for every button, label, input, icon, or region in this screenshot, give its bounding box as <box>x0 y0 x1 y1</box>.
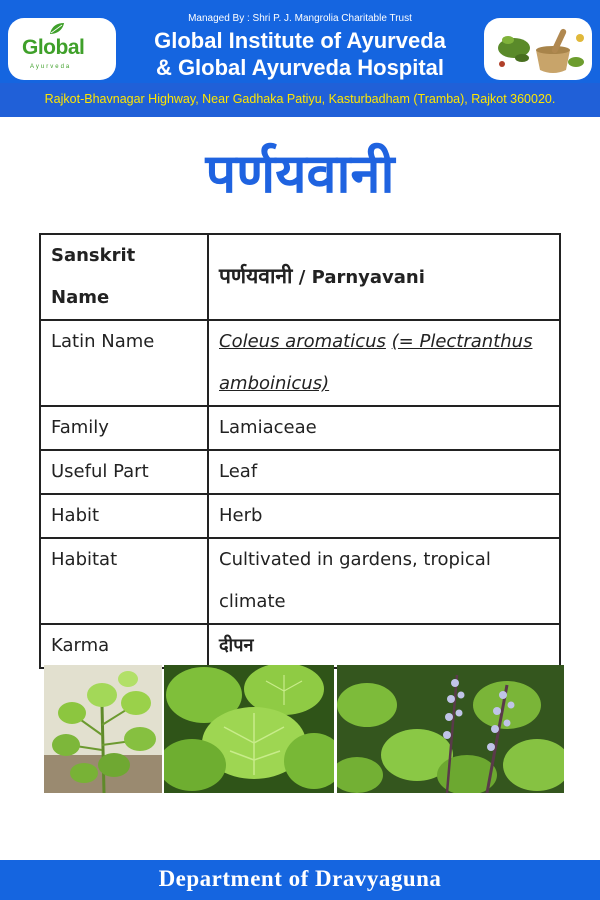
family-label: Family <box>40 406 208 450</box>
institute-name-line1: Global Institute of Ayurveda <box>154 28 446 53</box>
table-row <box>40 494 560 538</box>
habitat-label: Habitat <box>40 538 208 624</box>
sanskrit-name-value <box>208 234 560 320</box>
table-row <box>40 320 560 406</box>
logo-subtext: Ayurveda <box>30 64 72 70</box>
latin-name-synonym: (= Plectranthus amboinicus) <box>219 331 533 394</box>
karma-label: Karma <box>40 624 208 668</box>
sanskrit-name-english: Parnyavani <box>311 267 425 288</box>
useful-part-value: Leaf <box>208 450 560 494</box>
flowering-herb-photo <box>337 665 564 793</box>
sanskrit-name-separator: / <box>292 267 312 288</box>
table-row <box>40 538 560 624</box>
table-row <box>40 624 560 668</box>
logo-text: Global <box>22 36 85 59</box>
useful-part-label: Useful Part <box>40 450 208 494</box>
sanskrit-name-label: Sanskrit Name <box>40 234 208 320</box>
sanskrit-name-devanagari: पर्णयवानी <box>219 264 293 288</box>
karma-value: दीपन <box>208 624 560 668</box>
table-row <box>40 450 560 494</box>
habit-value: Herb <box>208 494 560 538</box>
department-name: Department of Dravyaguna <box>158 866 442 891</box>
managed-by-text: Managed By : Shri P. J. Mangrolia Charitable Trust <box>188 13 412 24</box>
habit-label: Habit <box>40 494 208 538</box>
address-text: Rajkot-Bhavnagar Highway, Near Gadhaka Patiyu, Kasturbadham (Tramba), Rajkot 360020. <box>44 92 556 106</box>
header-banner <box>0 0 600 117</box>
latin-name-label: Latin Name <box>40 320 208 406</box>
plant-title: पर्णयवानी <box>205 142 395 205</box>
footer-banner <box>0 860 600 900</box>
table-row <box>40 234 560 320</box>
habitat-value: Cultivated in gardens, tropical climate <box>208 538 560 624</box>
family-value: Lamiaceae <box>208 406 560 450</box>
table-row <box>40 406 560 450</box>
latin-name-primary: Coleus aromaticus <box>219 331 386 352</box>
potted-herb-photo <box>44 665 162 793</box>
plant-info-table <box>39 233 561 669</box>
leaf-closeup-photo <box>164 665 334 793</box>
institute-name-line2: & Global Ayurveda Hospital <box>155 55 445 80</box>
latin-name-value <box>208 320 560 406</box>
